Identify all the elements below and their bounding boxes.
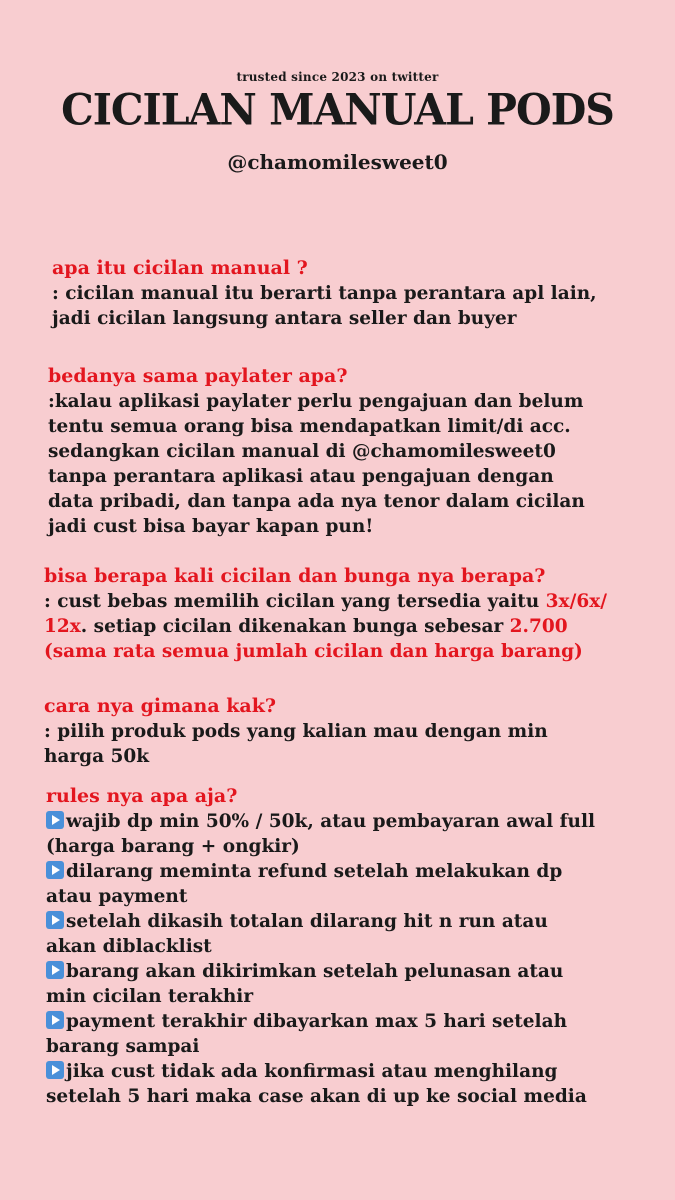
play-button-icon — [46, 861, 64, 879]
answer-line: data pribadi, dan tanpa ada nya tenor dalam cicilan — [48, 491, 585, 512]
play-button-icon — [46, 961, 64, 979]
section-what-is — [52, 256, 675, 331]
rule-item-continued: akan diblacklist — [46, 936, 212, 957]
answer-line: (sama rata semua jumlah cicilan dan harga barang) — [44, 641, 583, 662]
tagline: trusted since 2023 on twitter — [236, 70, 439, 84]
answer-text: : cust bebas memilih cicilan yang tersedia yaitu — [44, 591, 546, 612]
question: apa itu cicilan manual ? — [52, 257, 308, 279]
play-button-icon — [46, 811, 64, 829]
section-how-to — [44, 694, 675, 769]
answer-line: harga 50k — [44, 746, 150, 767]
question: rules nya apa aja? — [46, 785, 238, 807]
interest-amount: 2.700 — [509, 616, 568, 637]
rule-item: barang akan dikirimkan setelah pelunasan atau — [46, 959, 675, 984]
rule-item-continued: (harga barang + ongkir) — [46, 836, 300, 857]
answer-line: jadi cust bisa bayar kapan pun! — [48, 516, 374, 537]
rule-item: jika cust tidak ada konfirmasi atau menghilang — [46, 1059, 675, 1084]
rule-item-continued: barang sampai — [46, 1036, 200, 1057]
rule-item: payment terakhir dibayarkan max 5 hari setelah — [46, 1009, 675, 1034]
installment-options: 3x/6x/ — [545, 591, 607, 612]
header — [0, 70, 675, 174]
play-button-icon — [46, 911, 64, 929]
twitter-handle: @chamomilesweet0 — [227, 150, 448, 174]
question: bisa berapa kali cicilan dan bunga nya berapa? — [44, 565, 546, 587]
answer-line — [44, 589, 675, 614]
answer-line: :kalau aplikasi paylater perlu pengajuan dan belum — [48, 391, 584, 412]
answer-line: jadi cicilan langsung antara seller dan buyer — [52, 308, 517, 329]
rule-item-continued: min cicilan terakhir — [46, 986, 254, 1007]
answer-line: : pilih produk pods yang kalian mau dengan min — [44, 721, 548, 742]
page-title: CICILAN MANUAL PODS — [61, 84, 614, 136]
answer-line: : cicilan manual itu berarti tanpa perantara apl lain, — [52, 283, 597, 304]
answer-line: tanpa perantara aplikasi atau pengajuan dengan — [48, 466, 554, 487]
answer-line — [44, 614, 675, 639]
answer-line: tentu semua orang bisa mendapatkan limit/di acc. — [48, 416, 571, 437]
play-button-icon — [46, 1011, 64, 1029]
installment-option-12x: 12x — [44, 616, 81, 637]
play-button-icon — [46, 1061, 64, 1079]
question: bedanya sama paylater apa? — [48, 365, 348, 387]
rule-item: wajib dp min 50% / 50k, atau pembayaran awal full — [46, 809, 675, 834]
question: cara nya gimana kak? — [44, 695, 277, 717]
rule-item-continued: atau payment — [46, 886, 188, 907]
section-rules — [46, 784, 675, 1109]
answer-text: . setiap cicilan dikenakan bunga sebesar — [80, 616, 510, 637]
section-paylater — [48, 364, 675, 539]
rule-item-continued: setelah 5 hari maka case akan di up ke social media — [46, 1086, 587, 1107]
section-installment-interest — [44, 564, 675, 664]
rule-item: setelah dikasih totalan dilarang hit n run atau — [46, 909, 675, 934]
rule-item: dilarang meminta refund setelah melakukan dp — [46, 859, 675, 884]
answer-line: sedangkan cicilan manual di @chamomilesweet0 — [48, 441, 556, 462]
